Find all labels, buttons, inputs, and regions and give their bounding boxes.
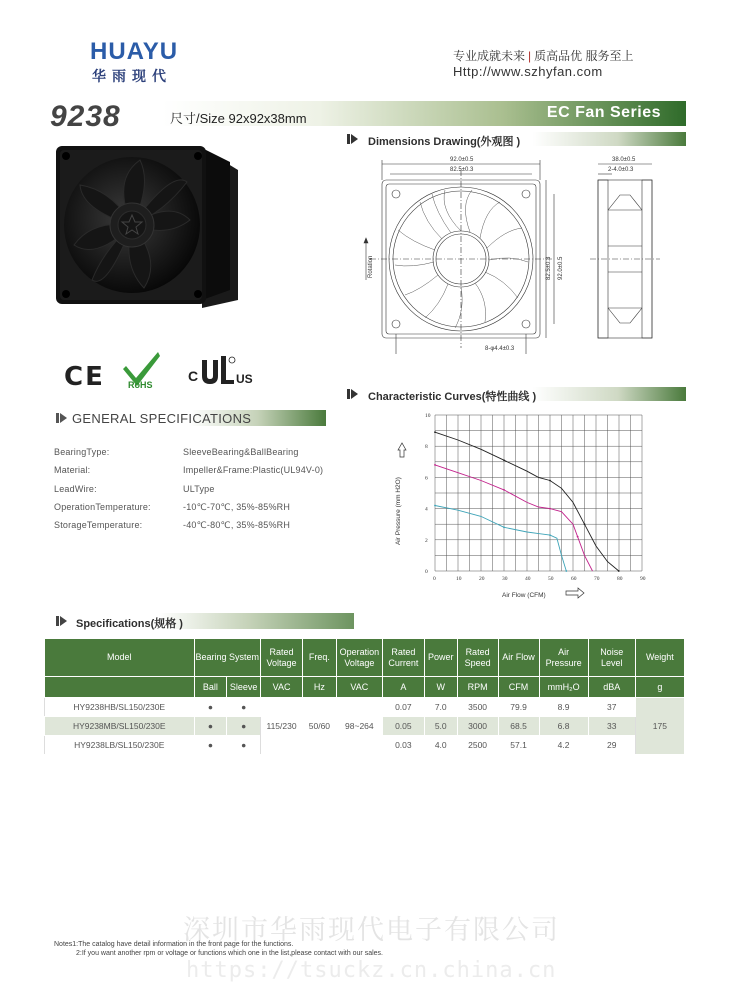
series-point [503, 459, 505, 461]
unit-ball: Ball [194, 677, 227, 698]
ball-bullet: ● [194, 736, 227, 755]
dimensions-title: Dimensions Drawing(外观图 ) [368, 136, 521, 148]
section-arrow-icon [347, 388, 359, 400]
series-point [549, 480, 551, 482]
unit-air-flow: CFM [498, 677, 539, 698]
watermark-url: https://tsuckz.cn.china.cn [186, 958, 557, 983]
up-arrow-icon [398, 443, 406, 457]
us-label: US [236, 372, 253, 386]
row-model: HY9238HB/SL150/230E [45, 698, 195, 717]
col-air-pressure: Air Pressure [539, 639, 588, 677]
col-weight: Weight [635, 639, 684, 677]
table-row [45, 698, 685, 717]
section-arrow-icon [56, 615, 68, 627]
y-tick-label: 2 [425, 537, 428, 544]
unit-sleeve: Sleeve [227, 677, 261, 698]
section-arrow-icon [347, 133, 359, 145]
col-rated-voltage: Rated Voltage [261, 639, 303, 677]
col-rated-speed: Rated Speed [457, 639, 498, 677]
spec-label-op-temp: OperationTemperature: [54, 502, 151, 512]
shared-rated-voltage: 115/230 [261, 698, 303, 755]
fan-photo [52, 140, 240, 310]
y-tick-label: 8 [425, 444, 428, 451]
row-model: HY9238MB/SL150/230E [45, 717, 195, 736]
col-model: Model [45, 639, 195, 677]
section-arrow-icon [56, 412, 68, 424]
x-tick-label: 40 [525, 576, 531, 582]
col-air-flow: Air Flow [498, 639, 539, 677]
unit-rated-voltage: VAC [261, 677, 303, 698]
unit-rated-speed: RPM [457, 677, 498, 698]
x-tick-label: 10 [456, 576, 462, 582]
spec-label-material: Material: [54, 465, 91, 475]
spec-table [44, 638, 685, 755]
spec-value-material: Impeller&Frame:Plastic(UL94V-0) [183, 465, 324, 475]
col-freq: Freq. [303, 639, 337, 677]
x-tick-label: 80 [617, 576, 623, 582]
brand-logo: HUAYU [90, 38, 179, 65]
slogan: 专业成就未来 | 质高品优 服务至上 [453, 49, 634, 63]
brand-logo-cn: 华雨现代 [92, 68, 172, 84]
shared-op-voltage: 98~264 [336, 698, 382, 755]
series-point [549, 508, 551, 510]
x-tick-label: 0 [433, 576, 436, 582]
row-noise: 37 [588, 698, 635, 717]
rohs-label: RoHS [128, 380, 153, 390]
spec-label-storage-temp: StorageTemperature: [54, 520, 143, 530]
ball-bullet: ● [194, 717, 227, 736]
slogan-left: 专业成就未来 [453, 49, 526, 63]
x-tick-label: 50 [548, 576, 554, 582]
chart-ylabel: Air Pressure (mm H2O) [395, 477, 402, 545]
note-line-1: Notes1:The catalog have detail information in the front page for the functions. [54, 941, 294, 948]
spec-value-bearing: SleeveBearing&BallBearing [183, 447, 299, 457]
row-noise: 33 [588, 717, 635, 736]
y-tick-label: 0 [425, 569, 428, 575]
unit-op-voltage: VAC [336, 677, 382, 698]
row-power: 7.0 [424, 698, 457, 717]
col-noise: Noise Level [588, 639, 635, 677]
sleeve-bullet: ● [227, 698, 261, 717]
y-tick-label: 4 [425, 506, 428, 513]
series-point [618, 570, 620, 572]
dim-side-hole-label: 82.5±0.3 [546, 256, 552, 280]
website-link[interactable]: Http://www.szhyfan.com [453, 64, 603, 79]
chart-xlabel: Air Flow (CFM) [502, 592, 546, 599]
x-tick-label: 60 [571, 576, 577, 582]
series-line-1 [435, 465, 593, 571]
row-noise: 29 [588, 736, 635, 755]
right-arrow-icon [566, 588, 584, 598]
series-point [503, 489, 505, 491]
row-model: HY9238LB/SL150/230E [45, 736, 195, 755]
x-tick-label: 30 [502, 576, 508, 582]
rotation-label: Rotation [368, 255, 374, 278]
col-power: Power [424, 639, 457, 677]
row-speed: 2500 [457, 736, 498, 755]
series-point [549, 534, 551, 536]
series-point [584, 523, 586, 525]
spec-label-bearing: BearingType: [54, 447, 110, 457]
row-current: 0.05 [382, 717, 424, 736]
y-tick-label: 10 [425, 413, 431, 419]
row-pressure: 6.8 [539, 717, 588, 736]
sleeve-bullet: ● [227, 717, 261, 736]
dimensions-drawing [350, 150, 670, 360]
characteristic-chart [390, 405, 660, 605]
spec-value-leadwire: ULType [183, 484, 215, 494]
col-rated-current: Rated Current [382, 639, 424, 677]
spec-label-leadwire: LeadWire: [54, 484, 97, 494]
general-spec-title: GENERAL SPECIFICATIONS [72, 411, 252, 426]
unit-air-pressure: mmH₂O [539, 677, 588, 698]
slogan-right: 质高品优 服务至上 [534, 49, 634, 63]
unit-model-blank [45, 677, 195, 698]
row-pressure: 8.9 [539, 698, 588, 717]
x-tick-label: 20 [479, 576, 485, 582]
curves-title: Characteristic Curves(特性曲线 ) [368, 391, 537, 403]
shared-freq: 50/60 [303, 698, 337, 755]
spec-table-title: Specifications(规格 ) [76, 618, 183, 630]
unit-noise: dBA [588, 677, 635, 698]
row-speed: 3500 [457, 698, 498, 717]
x-tick-label: 90 [640, 576, 646, 582]
series-point [434, 431, 436, 433]
series-point [577, 536, 579, 538]
row-speed: 3000 [457, 717, 498, 736]
row-current: 0.07 [382, 698, 424, 717]
dim-flange-label: 2-4.0±0.3 [608, 167, 634, 173]
series-point [434, 505, 436, 507]
unit-weight: g [635, 677, 684, 698]
notes [54, 940, 383, 958]
col-bearing: Bearing System [194, 639, 261, 677]
unit-freq: Hz [303, 677, 337, 698]
model-number: 9238 [50, 100, 121, 133]
ul-mark-icon [198, 356, 236, 388]
ce-mark: CE [64, 362, 105, 392]
series-line-2 [435, 506, 566, 572]
x-tick-label: 70 [594, 576, 600, 582]
dim-thickness-label: 38.0±0.5 [612, 157, 636, 163]
dim-side-overall-label: 92.0±0.5 [558, 256, 564, 280]
ball-bullet: ● [194, 698, 227, 717]
sleeve-bullet: ● [227, 736, 261, 755]
note-line-2: 2:If you want another rpm or voltage or functions which one in the list,please contact with our sales. [76, 950, 383, 957]
dim-holes-label: 8-φ4.4±0.3 [485, 346, 515, 352]
row-flow: 79.9 [498, 698, 539, 717]
unit-rated-current: A [382, 677, 424, 698]
row-current: 0.03 [382, 736, 424, 755]
spec-value-op-temp: -10℃-70℃, 35%-85%RH [183, 502, 291, 512]
row-power: 4.0 [424, 736, 457, 755]
dim-hole-label: 82.5±0.3 [450, 167, 474, 173]
row-flow: 68.5 [498, 717, 539, 736]
size-label: 尺寸/Size 92x92x38mm [170, 111, 307, 126]
series-point [434, 464, 436, 466]
dim-overall-label: 92.0±0.5 [450, 157, 474, 163]
watermark-company: 深圳市华雨现代电子有限公司 [183, 915, 560, 945]
c-label: C [188, 368, 199, 384]
series-point [503, 526, 505, 528]
row-power: 5.0 [424, 717, 457, 736]
col-op-voltage: Operation Voltage [336, 639, 382, 677]
spec-value-storage-temp: -40℃-80℃, 35%-85%RH [183, 520, 291, 530]
row-pressure: 4.2 [539, 736, 588, 755]
unit-power: W [424, 677, 457, 698]
y-tick-label: 6 [425, 475, 428, 482]
series-point [565, 570, 567, 572]
row-flow: 57.1 [498, 736, 539, 755]
series-label: EC Fan Series [546, 104, 661, 121]
shared-weight: 175 [635, 698, 684, 755]
